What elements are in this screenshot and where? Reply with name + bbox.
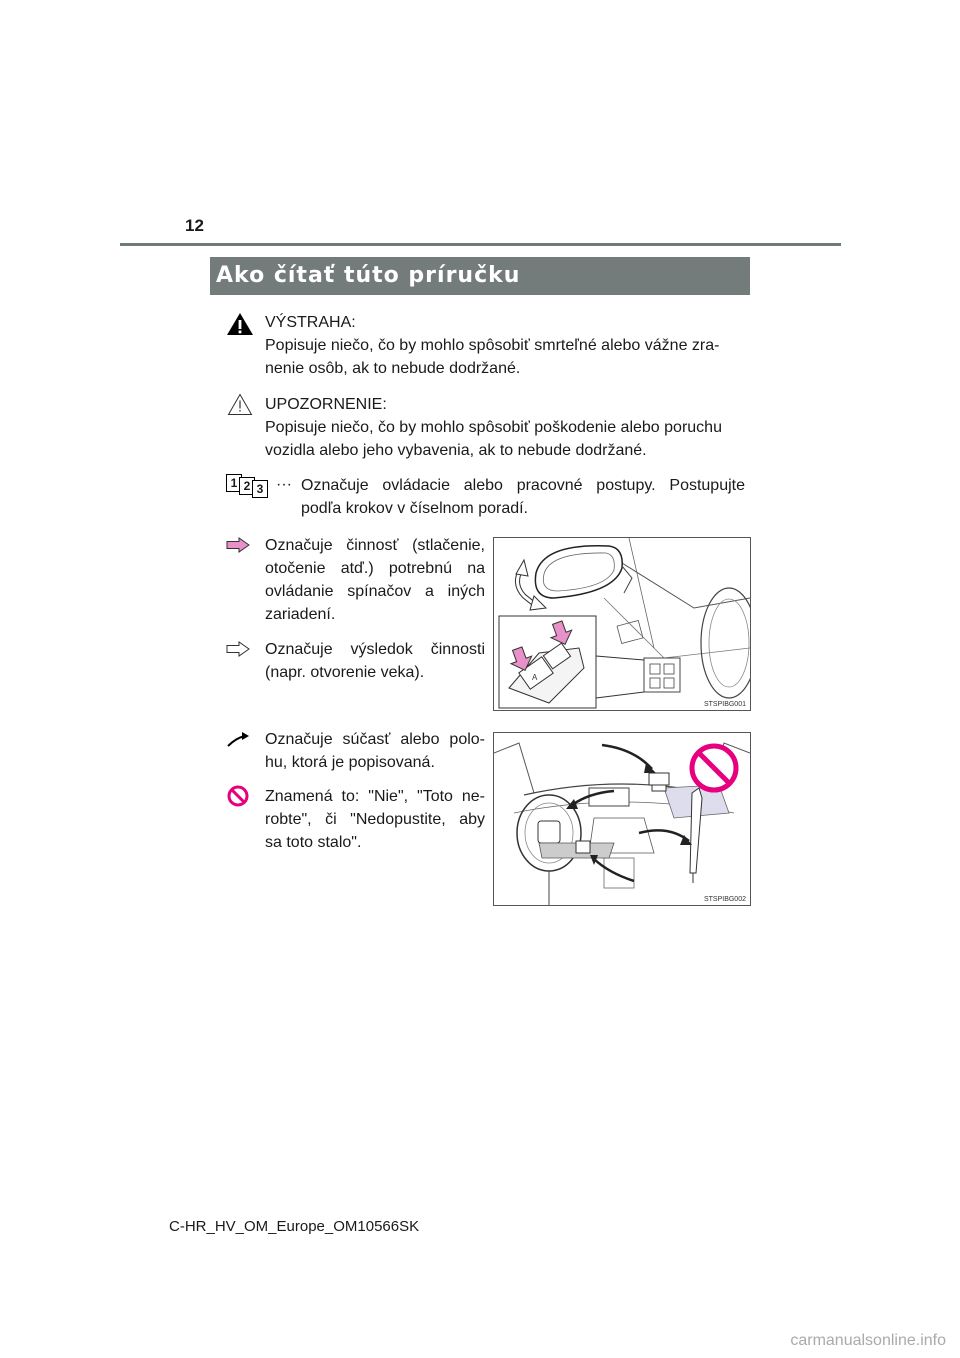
caution-line-1: Popisuje niečo, čo by mohlo spôsobiť poškodenie alebo poruchu (265, 419, 722, 436)
component-line-1: Označuje súčasť alebo polo- (265, 731, 485, 748)
action-block (265, 534, 485, 626)
warning-triangle-icon (226, 312, 254, 336)
step-badge-1: 1 (226, 474, 242, 492)
steps-line-2: podľa krokov v číselnom poradí. (301, 500, 528, 517)
action-line-2: otočenie atď.) potrebnú na (265, 560, 485, 577)
caution-triangle-icon (227, 393, 253, 416)
action-line-1: Označuje činnosť (stlačenie, (265, 537, 485, 554)
figure-1-code: STSPIBG001 (703, 701, 746, 708)
warning-line-1: Popisuje niečo, čo by mohlo spôsobiť smrteľné alebo vážne zra- (265, 337, 720, 354)
figure-2-code: STSPIBG002 (703, 896, 746, 903)
step-badges (226, 474, 276, 494)
page-number: 12 (185, 216, 204, 235)
footer-doc-code: C-HR_HV_OM_Europe_OM10566SK (169, 1218, 420, 1235)
dashboard-illustration (494, 733, 750, 905)
watermark: carmanualsonline.info (790, 1332, 946, 1349)
caution-block (265, 393, 745, 462)
prohibited-block (265, 785, 485, 854)
result-line-1: Označuje výsledok činnosti (265, 641, 485, 658)
pointer-icon (226, 732, 250, 748)
section-header (210, 257, 750, 295)
result-arrow-icon (226, 641, 250, 657)
component-line-2: hu, ktorá je popisovaná. (265, 754, 435, 771)
figure-dashboard (493, 732, 751, 906)
steps-block (301, 474, 745, 520)
prohibited-line-1: Znamená to: "Nie", "Toto ne- (265, 788, 485, 805)
action-line-4: zariadení. (265, 606, 336, 623)
mirror-switch-illustration (494, 538, 750, 710)
result-block (265, 638, 485, 684)
warning-block (265, 311, 745, 380)
warning-label: VÝSTRAHA: (265, 314, 356, 331)
step-dots: ··· (276, 476, 292, 493)
steps-line-1: Označuje ovládacie alebo pracovné postupy. Postupujte (301, 477, 745, 494)
svg-text:A: A (532, 673, 538, 682)
caution-label: UPOZORNENIE: (265, 396, 387, 413)
prohibited-line-3: sa toto stalo". (265, 834, 362, 851)
action-line-3: ovládanie spínačov a iných (265, 583, 485, 600)
step-badge-3: 3 (252, 480, 268, 498)
caution-line-2: vozidla alebo jeho vybavenia, ak to nebude dodržané. (265, 442, 647, 459)
step-badge-2: 2 (239, 477, 255, 495)
action-arrow-icon (226, 537, 250, 553)
component-block (265, 728, 485, 774)
header-rule (120, 243, 841, 246)
section-title: Ako čítať túto príručku (216, 263, 521, 288)
prohibited-line-2: robte", či "Nedopustite, aby (265, 811, 485, 828)
figure-mirror-switch (493, 537, 751, 711)
warning-line-2: nenie osôb, ak to nebude dodržané. (265, 360, 521, 377)
result-line-2: (napr. otvorenie veka). (265, 664, 425, 681)
prohibited-icon (227, 785, 249, 807)
